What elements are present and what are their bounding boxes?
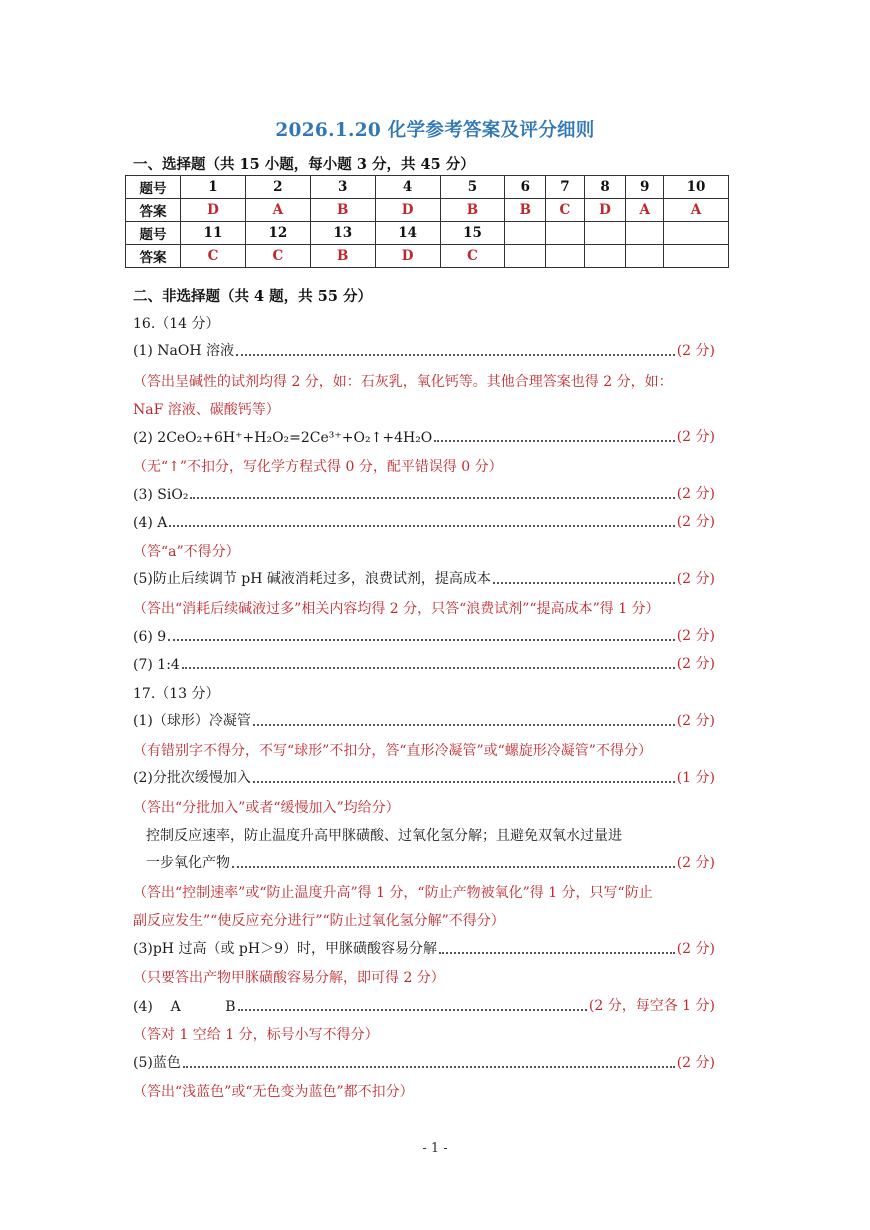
table-cell: 4 <box>375 176 440 199</box>
row-header: 题号 <box>126 176 181 199</box>
leader-dots <box>232 865 675 868</box>
q16-answer-1 <box>133 340 715 360</box>
row-header: 答案 <box>126 199 181 222</box>
table-cell <box>546 245 585 268</box>
leader-dots <box>434 439 674 442</box>
table-cell: 3 <box>310 176 375 199</box>
table-cell: 2 <box>245 176 310 199</box>
answer-text: (1) NaOH 溶液 <box>133 343 235 359</box>
score: (2 分) <box>676 571 715 587</box>
answer-table <box>125 175 729 268</box>
table-cell: D <box>375 245 440 268</box>
table-cell: 11 <box>181 222 246 245</box>
table-cell: 5 <box>440 176 505 199</box>
table-cell: D <box>181 199 246 222</box>
q17-answer-5 <box>133 1052 715 1072</box>
q17-note-2b-a: （答出“控制速率”或“防止温度升高”得 1 分，“防止产物被氧化”得 1 分，只写“防止 <box>133 885 653 901</box>
table-cell: D <box>584 199 626 222</box>
q17-note-2b-b: 副反应发生”“使反应充分进行”“防止过氧化氢分解”不得分） <box>133 913 505 929</box>
table-cell: 10 <box>664 176 729 199</box>
q17-note-3: （只要答出产物甲脒磺酸容易分解，即可得 2 分） <box>133 970 445 986</box>
table-cell <box>626 245 664 268</box>
answer-text: (1)（球形）冷凝管 <box>133 713 251 729</box>
question-number-row <box>126 222 729 245</box>
table-cell <box>505 222 546 245</box>
score: (2 分) <box>676 628 715 644</box>
q17-note-1: （有错别字不得分，不写“球形”不扣分，答“直形冷凝管”或“螺旋形冷凝管”不得分） <box>133 743 652 759</box>
answer-text: (4) A B <box>133 999 236 1015</box>
table-cell: 12 <box>245 222 310 245</box>
table-cell: B <box>310 199 375 222</box>
table-cell: 13 <box>310 222 375 245</box>
q17-answer-2b-line1: 控制反应速率，防止温度升高甲脒磺酸、过氧化氢分解；且避免双氧水过量进 <box>146 828 622 844</box>
table-cell: D <box>375 199 440 222</box>
score: (2 分) <box>676 713 715 729</box>
table-cell: A <box>626 199 664 222</box>
table-cell: 6 <box>505 176 546 199</box>
score: (2 分) <box>676 656 715 672</box>
q17-answer-2b <box>146 852 715 872</box>
q17-note-5: （答出“浅蓝色”或“无色变为蓝色”都不扣分） <box>133 1084 414 1100</box>
answer-text: (3) SiO₂ <box>133 487 189 503</box>
table-cell: B <box>440 199 505 222</box>
table-cell: 8 <box>584 176 626 199</box>
leader-dots <box>253 780 675 783</box>
leader-dots <box>190 496 674 499</box>
table-cell <box>664 222 729 245</box>
table-cell: C <box>440 245 505 268</box>
q16-note-1b: NaF 溶液、碳酸钙等） <box>133 402 280 418</box>
leader-dots <box>253 723 675 726</box>
q17-note-2: （答出“分批加入”或者“缓慢加入”均给分） <box>133 800 400 816</box>
table-cell: A <box>664 199 729 222</box>
leader-dots <box>439 951 675 954</box>
q16-answer-5 <box>133 568 715 588</box>
answer-text: (2) 2CeO₂+6H⁺+H₂O₂=2Ce³⁺+O₂↑+4H₂O <box>133 430 433 446</box>
score: (2 分) <box>676 855 715 871</box>
score: (2 分) <box>676 514 715 530</box>
answer-row <box>126 199 729 222</box>
table-cell: C <box>546 199 585 222</box>
answer-text: (6) 9 <box>133 629 167 645</box>
q16-note-5: （答出“消耗后续碱液过多”相关内容均得 2 分，只答“浪费试剂”“提高成本”得 1 分） <box>133 601 660 617</box>
table-cell: 1 <box>181 176 246 199</box>
score: (1 分) <box>676 770 715 786</box>
answer-text: (5)蓝色 <box>133 1055 181 1071</box>
table-cell <box>584 245 626 268</box>
table-cell: C <box>245 245 310 268</box>
leader-dots <box>236 353 675 356</box>
q16-answer-4 <box>133 511 715 531</box>
q16-note-4: （答“a”不得分） <box>133 544 240 560</box>
q16-note-1a: （答出呈碱性的试剂均得 2 分，如：石灰乳，氧化钙等。其他合理答案也得 2 分，如： <box>133 374 673 390</box>
answer-text: (5)防止后续调节 pH 碱液消耗过多，浪费试剂，提高成本 <box>133 571 491 587</box>
table-cell: 15 <box>440 222 505 245</box>
table-cell: 7 <box>546 176 585 199</box>
table-cell <box>664 245 729 268</box>
page-title: 2026.1.20 化学参考答案及评分细则 <box>275 120 595 141</box>
answer-text: 一步氧化产物 <box>146 855 230 871</box>
leader-dots <box>169 524 674 527</box>
q16-answer-6 <box>133 625 715 645</box>
score: (2 分，每空各 1 分) <box>588 998 715 1014</box>
leader-dots <box>168 638 675 641</box>
q17-answer-4 <box>133 995 715 1015</box>
q17-answer-1 <box>133 710 715 730</box>
table-cell: 9 <box>626 176 664 199</box>
score: (2 分) <box>676 1055 715 1071</box>
table-cell <box>584 222 626 245</box>
score: (2 分) <box>676 941 715 957</box>
section-heading-nonchoice: 二、非选择题（共 4 题，共 55 分） <box>133 288 372 305</box>
q17-answer-2 <box>133 767 715 787</box>
table-cell: A <box>245 199 310 222</box>
q16-answer-7 <box>133 653 715 673</box>
answer-text: (2)分批次缓慢加入 <box>133 770 251 786</box>
answer-text: (4) A <box>133 515 168 531</box>
row-header: 题号 <box>126 222 181 245</box>
table-cell <box>505 245 546 268</box>
q17-note-4: （答对 1 空给 1 分，标号小写不得分） <box>133 1027 379 1043</box>
q16-note-2: （无“↑”不扣分，写化学方程式得 0 分，配平错误得 0 分） <box>133 459 503 475</box>
table-cell: B <box>310 245 375 268</box>
score: (2 分) <box>676 429 715 445</box>
table-cell <box>626 222 664 245</box>
q17-heading: 17.（13 分） <box>133 686 220 702</box>
q16-heading: 16.（14 分） <box>133 316 220 332</box>
q17-answer-3 <box>133 938 715 958</box>
table-cell: B <box>505 199 546 222</box>
q16-answer-3 <box>133 483 715 503</box>
leader-dots <box>183 1065 675 1068</box>
row-header: 答案 <box>126 245 181 268</box>
table-cell <box>546 222 585 245</box>
table-cell: 14 <box>375 222 440 245</box>
q16-answer-2 <box>133 426 715 446</box>
leader-dots <box>493 581 675 584</box>
leader-dots <box>182 666 675 669</box>
score: (2 分) <box>676 343 715 359</box>
answer-text: (7) 1:4 <box>133 657 180 673</box>
section-heading-choice: 一、选择题（共 15 小题，每小题 3 分，共 45 分） <box>133 156 475 173</box>
page-number: - 1 - <box>422 1141 448 1156</box>
question-number-row <box>126 176 729 199</box>
table-cell: C <box>181 245 246 268</box>
leader-dots <box>238 1008 587 1011</box>
answer-row <box>126 245 729 268</box>
score: (2 分) <box>676 486 715 502</box>
answer-text: (3)pH 过高（或 pH＞9）时，甲脒磺酸容易分解 <box>133 941 437 957</box>
